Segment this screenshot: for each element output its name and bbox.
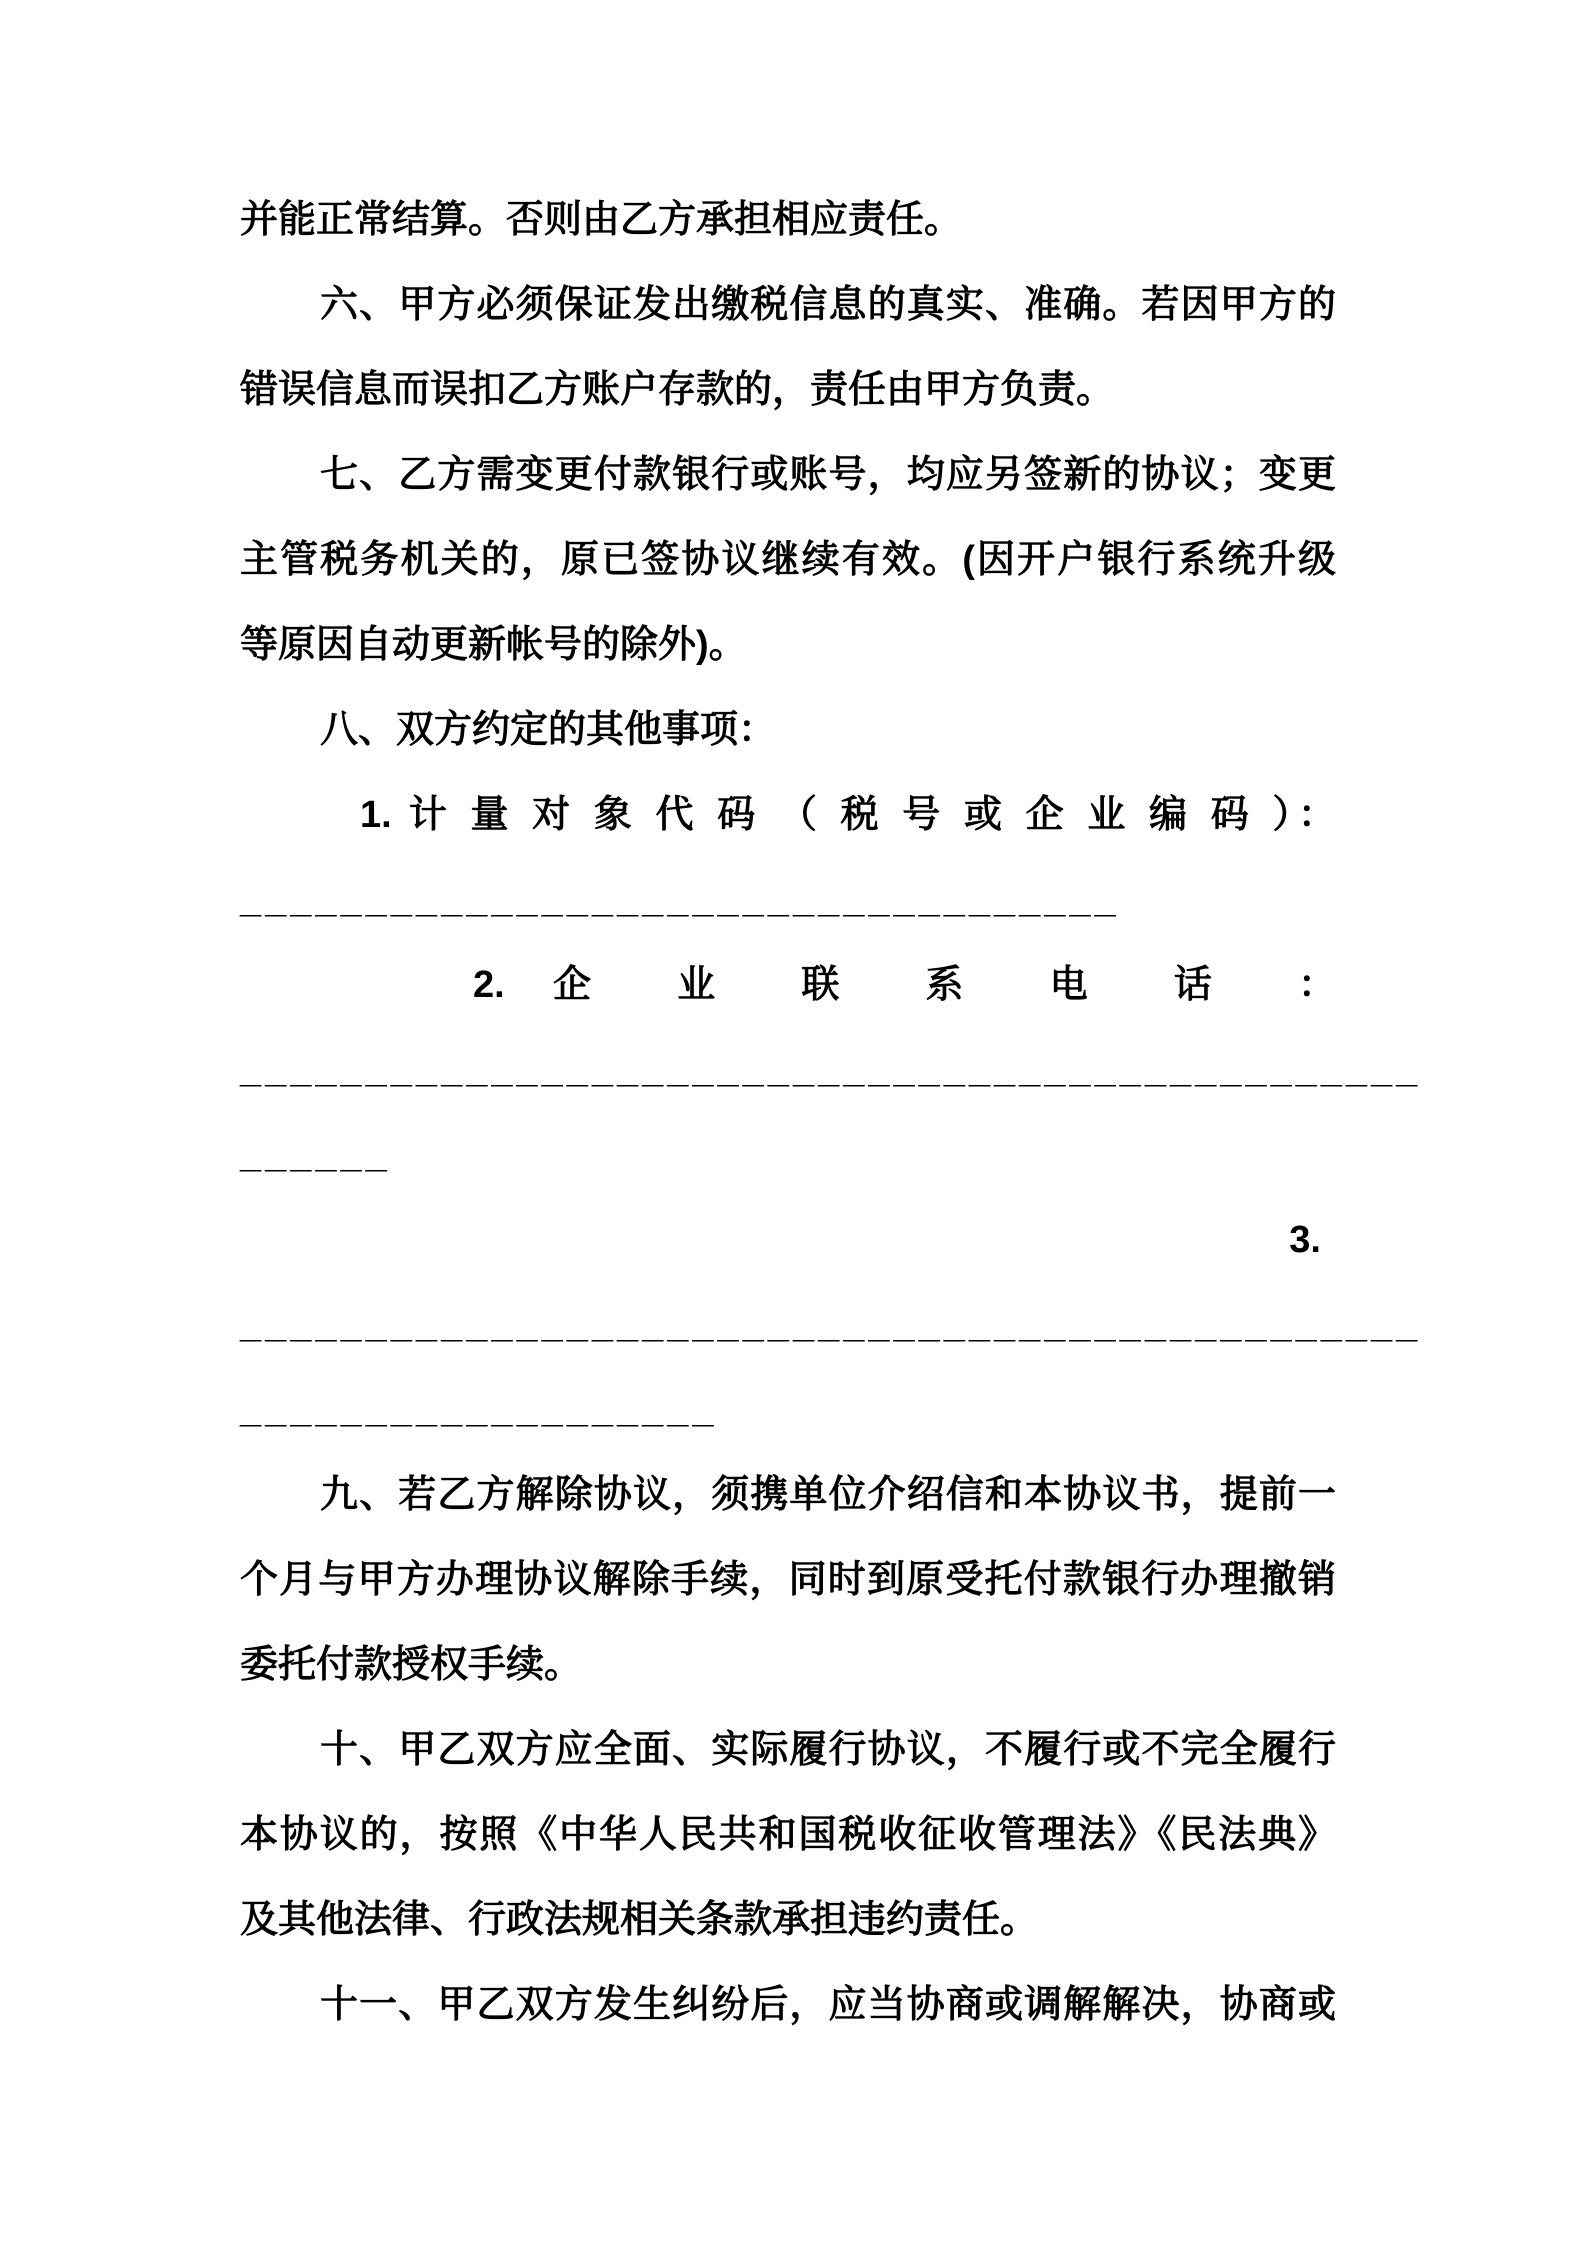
paragraph-line: 十、甲乙双方应全面、实际履行协议，不履行或不完全履行 xyxy=(320,1729,1336,1771)
paragraph-line: 六、甲方必须保证发出缴税信息的真实、准确。若因甲方的 xyxy=(320,284,1336,326)
paragraph-line: 并能正常结算。否则由乙方承担相应责任。 xyxy=(240,199,963,241)
fill-in-blank-line: ______ xyxy=(240,1134,391,1176)
clause-item-1: 1. 计 量 对 象 代 码 （ 税 号 或 企 业 编 码 ）： xyxy=(360,794,1336,836)
paragraph-line: 八、双方约定的其他事项： xyxy=(320,709,777,751)
clause-item-3: 3. xyxy=(1289,1219,1321,1261)
paragraph-line: 十一、甲乙双方发生纠纷后，应当协商或调解解决，协商或 xyxy=(320,1984,1336,2026)
paragraph-line: 及其他法律、行政法规相关条款承担违约责任。 xyxy=(240,1899,1039,1941)
paragraph-line: 七、乙方需变更付款银行或账号，均应另签新的协议；变更 xyxy=(320,454,1336,496)
paragraph-line: 个月与甲方办理协议解除手续，同时到原受托付款银行办理撤销 xyxy=(240,1559,1336,1601)
paragraph-line: 九、若乙方解除协议，须携单位介绍信和本协议书，提前一 xyxy=(320,1474,1336,1516)
fill-in-blank-line: ___________________ xyxy=(240,1389,718,1431)
paragraph-line: 等原因自动更新帐号的除外)。 xyxy=(240,624,747,666)
paragraph-line: 主管税务机关的，原已签协议继续有效。(因开户银行系统升级 xyxy=(240,539,1336,581)
paragraph-line: 委托付款授权手续。 xyxy=(240,1644,583,1686)
fill-in-blank-line: _______________________________________________ xyxy=(240,1304,1422,1346)
paragraph-line: 本协议的，按照《中华人民共和国税收征收管理法》《民法典》 xyxy=(240,1814,1336,1856)
fill-in-blank-line: ___________________________________ xyxy=(240,879,1120,921)
clause-item-2: 2. 企 业 联 系 电 话 ： xyxy=(473,964,1336,1006)
paragraph-line: 错误信息而误扣乙方账户存款的，责任由甲方负责。 xyxy=(240,369,1115,411)
fill-in-blank-line: _______________________________________________ xyxy=(240,1049,1422,1091)
